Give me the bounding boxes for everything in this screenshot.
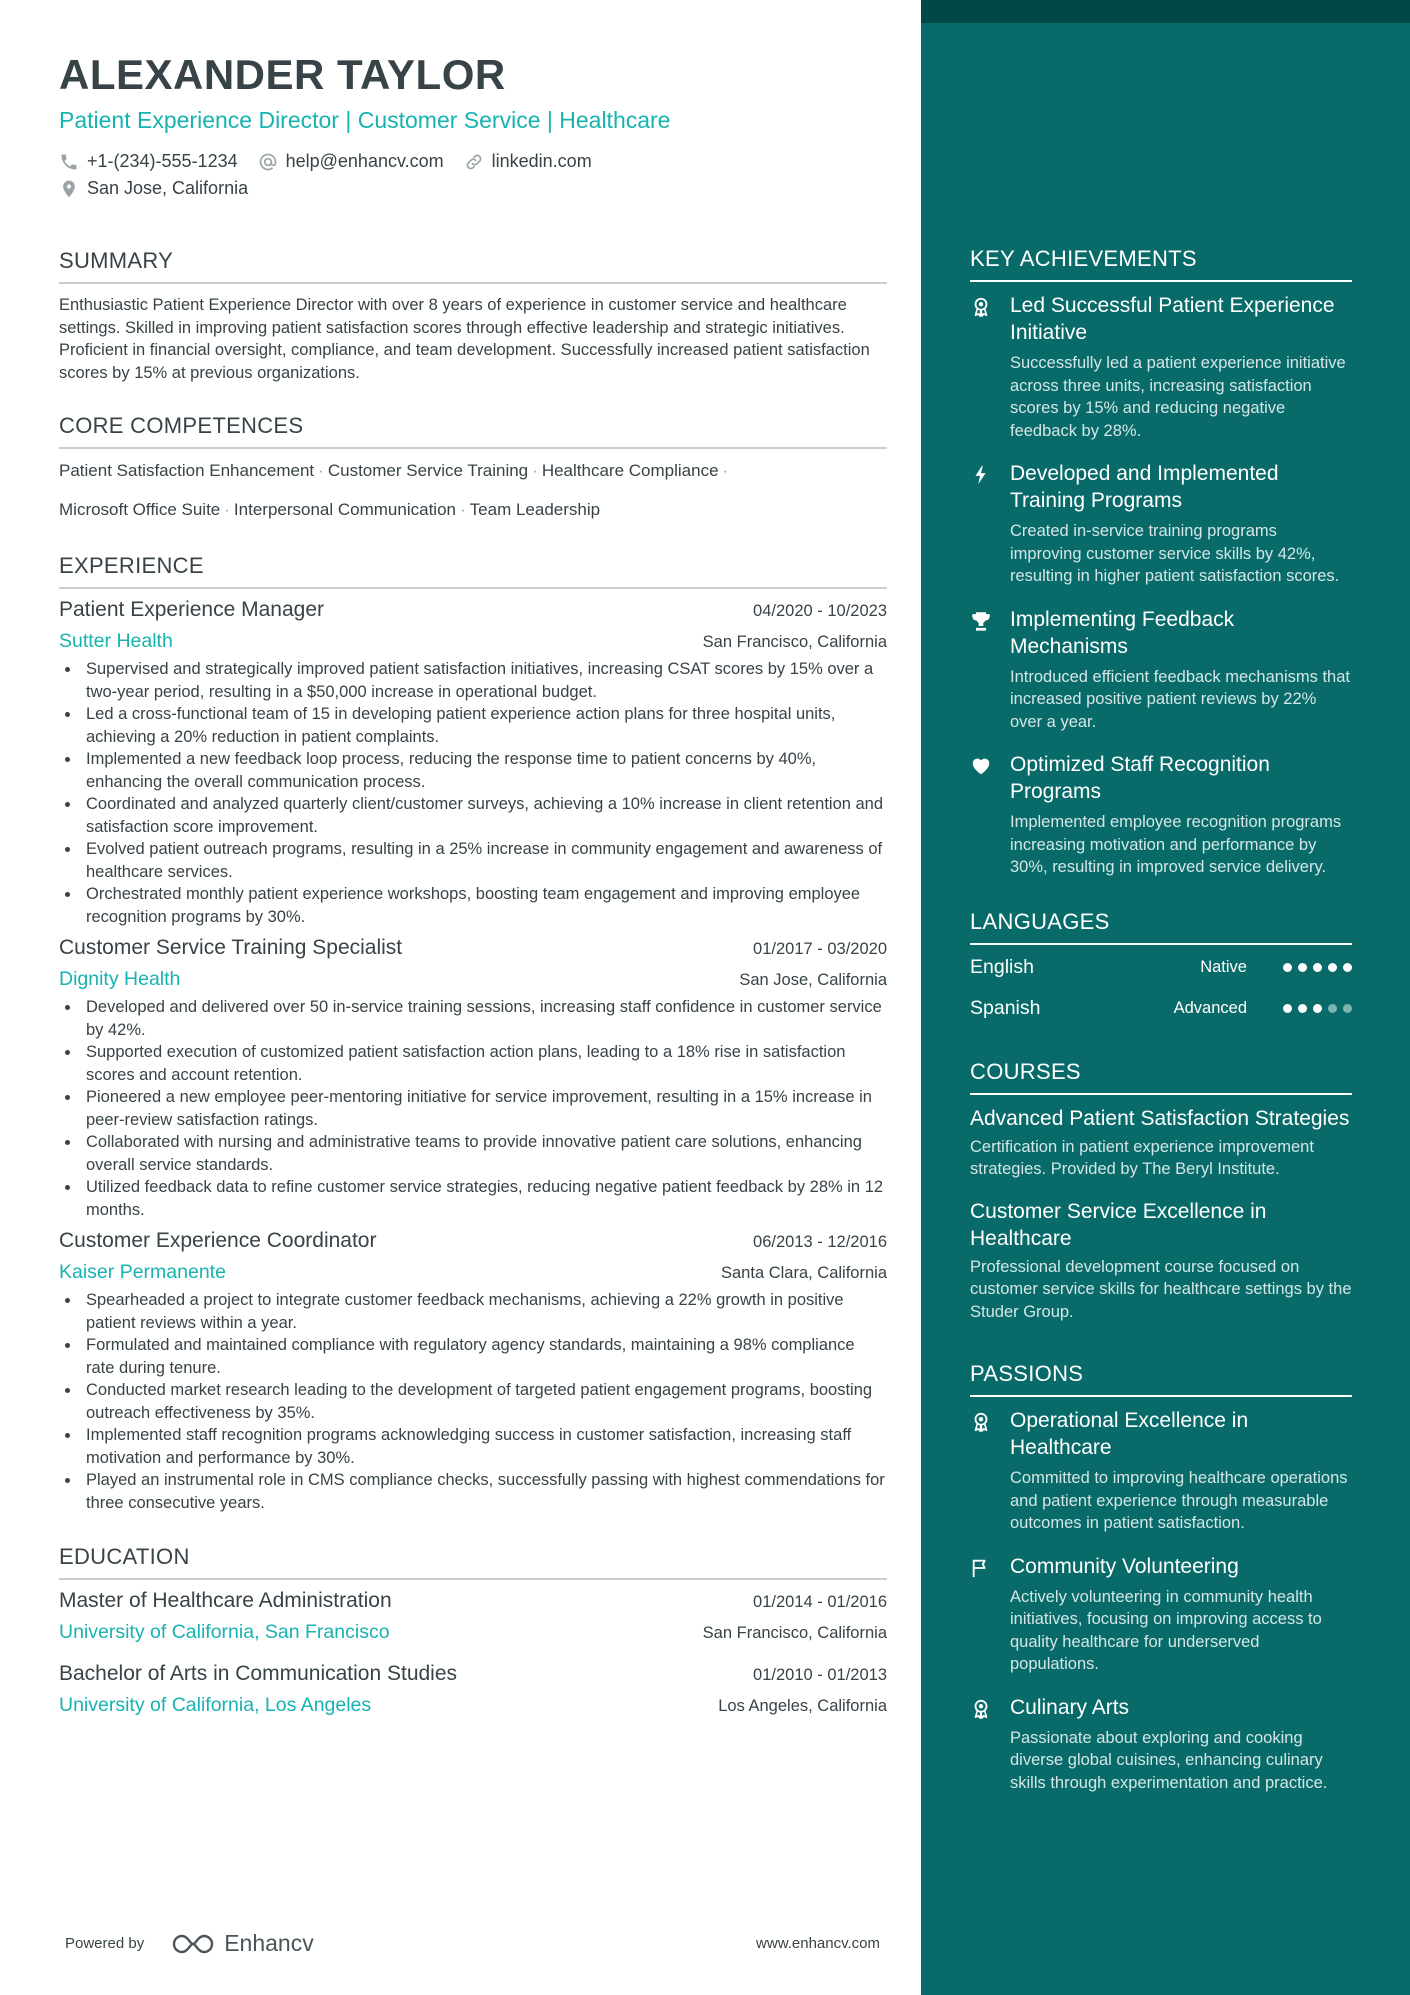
- candidate-title: Patient Experience Director | Customer Service | Healthcare: [59, 107, 671, 133]
- language-rating: [1277, 1004, 1352, 1013]
- education-location: Los Angeles, California: [718, 1697, 887, 1715]
- location-text: San Jose, California: [87, 178, 249, 198]
- job-title: Customer Experience Coordinator: [59, 1229, 377, 1252]
- course-title: Customer Service Excellence in Healthcare: [970, 1199, 1267, 1250]
- award-icon: [970, 1698, 992, 1720]
- separator-dot: ·: [722, 461, 729, 480]
- education-entry: [59, 1662, 887, 1717]
- job-entry: [59, 1229, 887, 1514]
- candidate-name: ALEXANDER TAYLOR: [59, 51, 506, 98]
- at-icon: [258, 152, 278, 172]
- job-bullet: Collaborated with nursing and administrative teams to provide innovative patient care solutions, enhancing overall service standards.: [59, 1131, 887, 1176]
- achievement-desc: Successfully led a patient experience initiative across three units, increasing satisfaction scores by 15% and reducing negative feedback by 28%.: [1010, 354, 1346, 440]
- job-bullet: Spearheaded a project to integrate customer feedback mechanisms, achieving a 22% growth in positive patient reviews within a year.: [59, 1289, 887, 1334]
- degree-title: Bachelor of Arts in Communication Studies: [59, 1662, 458, 1685]
- contact-info: [59, 148, 887, 202]
- job-bullet: Utilized feedback data to refine customer service strategies, reducing negative patient feedback by 28% in 12 months.: [59, 1176, 887, 1221]
- experience-heading: EXPERIENCE: [59, 553, 887, 589]
- summary-section: [59, 248, 887, 384]
- passion-item: [970, 1407, 1352, 1535]
- company-name[interactable]: Kaiser Permanente: [59, 1261, 226, 1283]
- achievement-item: [970, 292, 1352, 442]
- job-bullet: Coordinated and analyzed quarterly client/customer surveys, achieving a 10% increase in client retention and satisfaction score improvement.: [59, 793, 887, 838]
- education-heading: EDUCATION: [59, 1544, 887, 1580]
- achievement-desc: Implemented employee recognition programs increasing motivation and performance by 30%, resulting in improved service delivery.: [1010, 813, 1342, 876]
- job-dates: 06/2013 - 12/2016: [753, 1233, 887, 1251]
- achievements-section: [970, 246, 1352, 879]
- flag-icon: [970, 1557, 992, 1579]
- job-bullets: [59, 996, 887, 1221]
- trophy-icon: [970, 610, 992, 632]
- rating-dot: [1283, 1004, 1292, 1013]
- skills-list: [59, 451, 887, 529]
- award-icon: [970, 1411, 992, 1433]
- language-item: [970, 947, 1352, 988]
- achievement-title: Implementing Feedback Mechanisms: [1010, 607, 1235, 658]
- achievement-desc: Created in-service training programs improving customer service skills by 42%, resulting in higher patient satisfaction scores.: [1010, 522, 1340, 585]
- passions-section: [970, 1361, 1352, 1794]
- linkedin-contact[interactable]: [464, 151, 592, 172]
- powered-by-label: Powered by: [65, 1935, 145, 1952]
- job-bullet: Formulated and maintained compliance with regulatory agency standards, maintaining a 98% compliance rate during tenure.: [59, 1334, 887, 1379]
- brand-name: Enhancv: [224, 1930, 314, 1956]
- job-bullet: Developed and delivered over 50 in-service training sessions, increasing staff confidence in customer service by 42%.: [59, 996, 887, 1041]
- rating-dot: [1328, 963, 1337, 972]
- rating-dot: [1313, 963, 1322, 972]
- phone-text: +1-(234)-555-1234: [87, 151, 238, 171]
- separator-dot: ·: [318, 461, 324, 480]
- school-name[interactable]: University of California, San Francisco: [59, 1621, 390, 1643]
- job-bullets: [59, 1289, 887, 1514]
- degree-title: Master of Healthcare Administration: [59, 1589, 392, 1612]
- education-location: San Francisco, California: [702, 1624, 887, 1642]
- rating-dot: [1328, 1004, 1337, 1013]
- job-bullet: Implemented a new feedback loop process, reducing the response time to patient concerns by 40%, enhancing the overall communication process.: [59, 748, 887, 793]
- separator-dot: ·: [532, 461, 538, 480]
- job-bullet: Played an instrumental role in CMS compliance checks, successfully passing with highest commendations for three consecutive years.: [59, 1469, 887, 1514]
- courses-section: [970, 1059, 1352, 1324]
- achievement-item: [970, 606, 1352, 734]
- language-name: Spanish: [970, 996, 1041, 1019]
- sidebar-top-band: [921, 0, 1410, 23]
- languages-heading: LANGUAGES: [970, 909, 1352, 945]
- language-level: Advanced: [1173, 998, 1247, 1017]
- education-entry: [59, 1589, 887, 1644]
- skill-item: Interpersonal Communication: [233, 500, 456, 519]
- job-title: Customer Service Training Specialist: [59, 936, 403, 959]
- job-location: San Jose, California: [739, 971, 887, 989]
- rating-dot: [1298, 1004, 1307, 1013]
- passion-title: Culinary Arts: [1010, 1695, 1130, 1719]
- passion-item: [970, 1694, 1352, 1795]
- email-text: help@enhancv.com: [285, 151, 444, 171]
- achievements-heading: KEY ACHIEVEMENTS: [970, 246, 1352, 282]
- link-icon: [464, 152, 484, 172]
- course-desc: Certification in patient experience improvement strategies. Provided by The Beryl Institute.: [970, 1137, 1314, 1178]
- job-location: San Francisco, California: [702, 633, 887, 651]
- phone-icon: [59, 152, 79, 172]
- location-pin-icon: [59, 179, 79, 199]
- job-title: Patient Experience Manager: [59, 598, 324, 621]
- languages-section: [970, 909, 1352, 1029]
- passion-title: Operational Excellence in Healthcare: [1010, 1409, 1249, 1459]
- rating-dot: [1343, 963, 1352, 972]
- course-item: [970, 1105, 1352, 1181]
- course-item: [970, 1198, 1352, 1324]
- summary-text: Enthusiastic Patient Experience Director with over 8 years of experience in customer service and healthcare settings. Skilled in improving patient satisfaction scores through effective leadership and strategic initiatives. Proficient in financial oversight, compliance, and team development. Successfully increased patient satisfaction scores by 15% at previous organizations.: [59, 296, 870, 382]
- school-name[interactable]: University of California, Los Angeles: [59, 1694, 372, 1716]
- rating-dot: [1313, 1004, 1322, 1013]
- achievement-item: [970, 751, 1352, 879]
- enhancv-logo-icon: [170, 1932, 216, 1956]
- lightning-icon: [970, 464, 992, 486]
- sidebar: [921, 0, 1410, 1995]
- job-bullet: Supported execution of customized patient satisfaction action plans, leading to a 18% rise in satisfaction scores and account retention.: [59, 1041, 887, 1086]
- achievement-item: [970, 460, 1352, 588]
- competences-section: [59, 413, 887, 529]
- heart-icon: [970, 755, 992, 777]
- rating-dot: [1283, 963, 1292, 972]
- job-entry: [59, 598, 887, 928]
- company-name[interactable]: Dignity Health: [59, 968, 181, 990]
- achievement-desc: Introduced efficient feedback mechanisms that increased positive patient reviews by 22% over a year.: [1010, 667, 1350, 731]
- email-contact[interactable]: [258, 151, 444, 172]
- achievement-title: Developed and Implemented Training Programs: [1010, 462, 1279, 512]
- skill-item: Patient Satisfaction Enhancement: [59, 461, 315, 480]
- job-entry: [59, 936, 887, 1221]
- passions-heading: PASSIONS: [970, 1361, 1352, 1397]
- skill-item: Microsoft Office Suite: [59, 500, 221, 519]
- rating-dot: [1343, 1004, 1352, 1013]
- passion-item: [970, 1553, 1352, 1676]
- skill-item: Customer Service Training: [327, 461, 529, 480]
- job-dates: 01/2017 - 03/2020: [753, 940, 887, 958]
- phone-contact[interactable]: [59, 151, 238, 172]
- company-name[interactable]: Sutter Health: [59, 630, 173, 652]
- passion-title: Community Volunteering: [1010, 1554, 1239, 1578]
- competences-heading: CORE COMPETENCES: [59, 413, 887, 449]
- location-contact: [59, 178, 248, 199]
- language-name: English: [970, 955, 1034, 978]
- enhancv-logo[interactable]: [170, 1930, 314, 1957]
- language-rating: [1277, 963, 1352, 972]
- skill-item: Team Leadership: [469, 500, 601, 519]
- website-link[interactable]: www.enhancv.com: [756, 1935, 880, 1952]
- job-bullet: Conducted market research leading to the development of targeted patient engagement programs, boosting outreach effectiveness by 35%.: [59, 1379, 887, 1424]
- rating-dot: [1298, 963, 1307, 972]
- language-level: Native: [1200, 957, 1247, 976]
- job-bullet: Evolved patient outreach programs, resulting in a 25% increase in community engagement and awareness of healthcare services.: [59, 838, 887, 883]
- job-location: Santa Clara, California: [721, 1264, 887, 1282]
- separator-dot: ·: [224, 500, 230, 519]
- language-item: [970, 988, 1352, 1029]
- passion-desc: Actively volunteering in community health initiatives, focusing on improving access to quality healthcare for underserved populations.: [1010, 1587, 1322, 1673]
- course-title: Advanced Patient Satisfaction Strategies: [970, 1106, 1350, 1130]
- passion-desc: Passionate about exploring and cooking diverse global cuisines, enhancing culinary skills through experimentation and practice.: [1010, 1728, 1328, 1792]
- linkedin-text: linkedin.com: [491, 151, 592, 171]
- education-section: [59, 1544, 887, 1717]
- skill-item: Healthcare Compliance: [541, 461, 719, 480]
- job-bullet: Supervised and strategically improved patient satisfaction initiatives, increasing CSAT scores by 15% over a two-year period, resulting in a $50,000 increase in operational budget.: [59, 658, 887, 703]
- job-bullet: Led a cross-functional team of 15 in developing patient experience action plans for three hospital units, achieving a 20% reduction in patient complaints.: [59, 703, 887, 748]
- job-bullet: Implemented staff recognition programs acknowledging success in customer satisfaction, increasing staff motivation and performance by 30%.: [59, 1424, 887, 1469]
- course-desc: Professional development course focused on customer service skills for healthcare settings by the Studer Group.: [970, 1257, 1352, 1321]
- education-dates: 01/2010 - 01/2013: [753, 1666, 887, 1684]
- passion-desc: Committed to improving healthcare operations and patient experience through measurable outcomes in patient satisfaction.: [1010, 1469, 1348, 1532]
- award-icon: [970, 296, 992, 318]
- job-bullets: [59, 658, 887, 928]
- summary-heading: SUMMARY: [59, 248, 887, 284]
- job-bullet: Pioneered a new employee peer-mentoring initiative for service improvement, resulting in a 15% increase in peer-review satisfaction ratings.: [59, 1086, 887, 1131]
- achievement-title: Led Successful Patient Experience Initiative: [1010, 294, 1335, 344]
- job-bullet: Orchestrated monthly patient experience workshops, boosting team engagement and improving employee recognition programs by 30%.: [59, 883, 887, 928]
- separator-dot: ·: [459, 500, 466, 519]
- achievement-title: Optimized Staff Recognition Programs: [1010, 753, 1270, 803]
- courses-heading: COURSES: [970, 1059, 1352, 1095]
- job-dates: 04/2020 - 10/2023: [753, 602, 887, 620]
- education-dates: 01/2014 - 01/2016: [753, 1593, 887, 1611]
- footer: [65, 1930, 880, 1957]
- experience-section: [59, 553, 887, 1514]
